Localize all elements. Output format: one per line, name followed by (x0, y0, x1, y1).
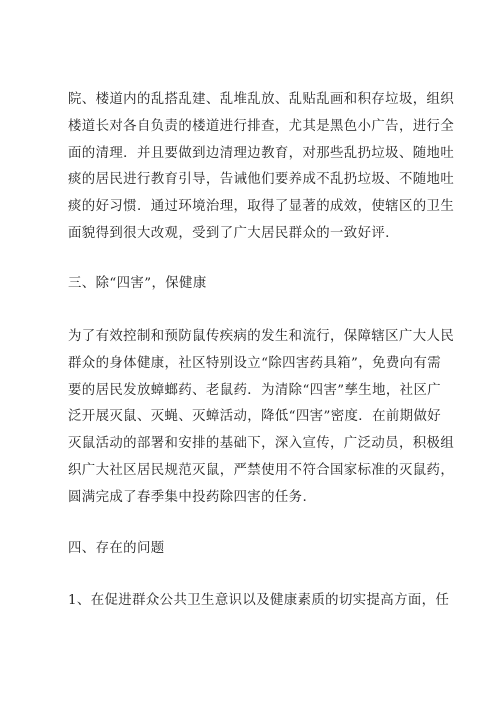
text-line: 院、楼道内的乱搭乱建、乱堆乱放、乱贴乱画和积存垃圾，组织 (68, 92, 455, 107)
text-line: 痰的居民进行教育引导，告诫他们要养成不乱扔垃圾、不随地吐 (68, 172, 455, 188)
paragraph-environment-cleanup (68, 87, 455, 248)
text-line: 楼道长对各自负责的楼道进行排查，尤其是黑色小广告，进行全 (68, 118, 455, 134)
paragraph-pest-control (68, 324, 455, 512)
text-line: 织广大社区居民规范灭鼠，严禁使用不符合国家标准的灭鼠药， (68, 462, 455, 478)
text-line: 要的居民发放蟑螂药、老鼠药．为清除“四害”孳生地，社区广 (68, 382, 442, 398)
text-line: 灭鼠活动的部署和安排的基础下，深入宣传，广泛动员，积极组 (68, 436, 455, 452)
section-heading-existing-problems: 四、存在的问题 (68, 541, 165, 556)
text-line: 为了有效控制和预防鼠传疾病的发生和流行，保障辖区广大人民 (68, 329, 455, 344)
text-line: 面的清理．并且要做到边清理边教育，对那些乱扔垃圾、随地吐 (68, 145, 455, 161)
text-line: 1、在促进群众公共卫生意识以及健康素质的切实提高方面，任 (68, 593, 450, 608)
text-line: 痰的好习惯．通过环境治理，取得了显著的成效，使辖区的卫生 (68, 199, 455, 215)
text-line: 群众的身体健康，社区特别设立“除四害药具箱”，免费向有需 (68, 355, 442, 371)
text-line: 面貌得到很大改观，受到了广大居民群众的一致好评. (68, 225, 390, 241)
paragraph-problem-1 (68, 588, 450, 615)
text-line: 圆满完成了春季集中投药除四害的任务. (68, 489, 308, 505)
section-heading-pest-control: 三、除“四害”，保健康 (68, 276, 207, 291)
text-line: 泛开展灭鼠、灭蝇、灭蟑活动，降低“四害”密度．在前期做好 (68, 409, 442, 425)
